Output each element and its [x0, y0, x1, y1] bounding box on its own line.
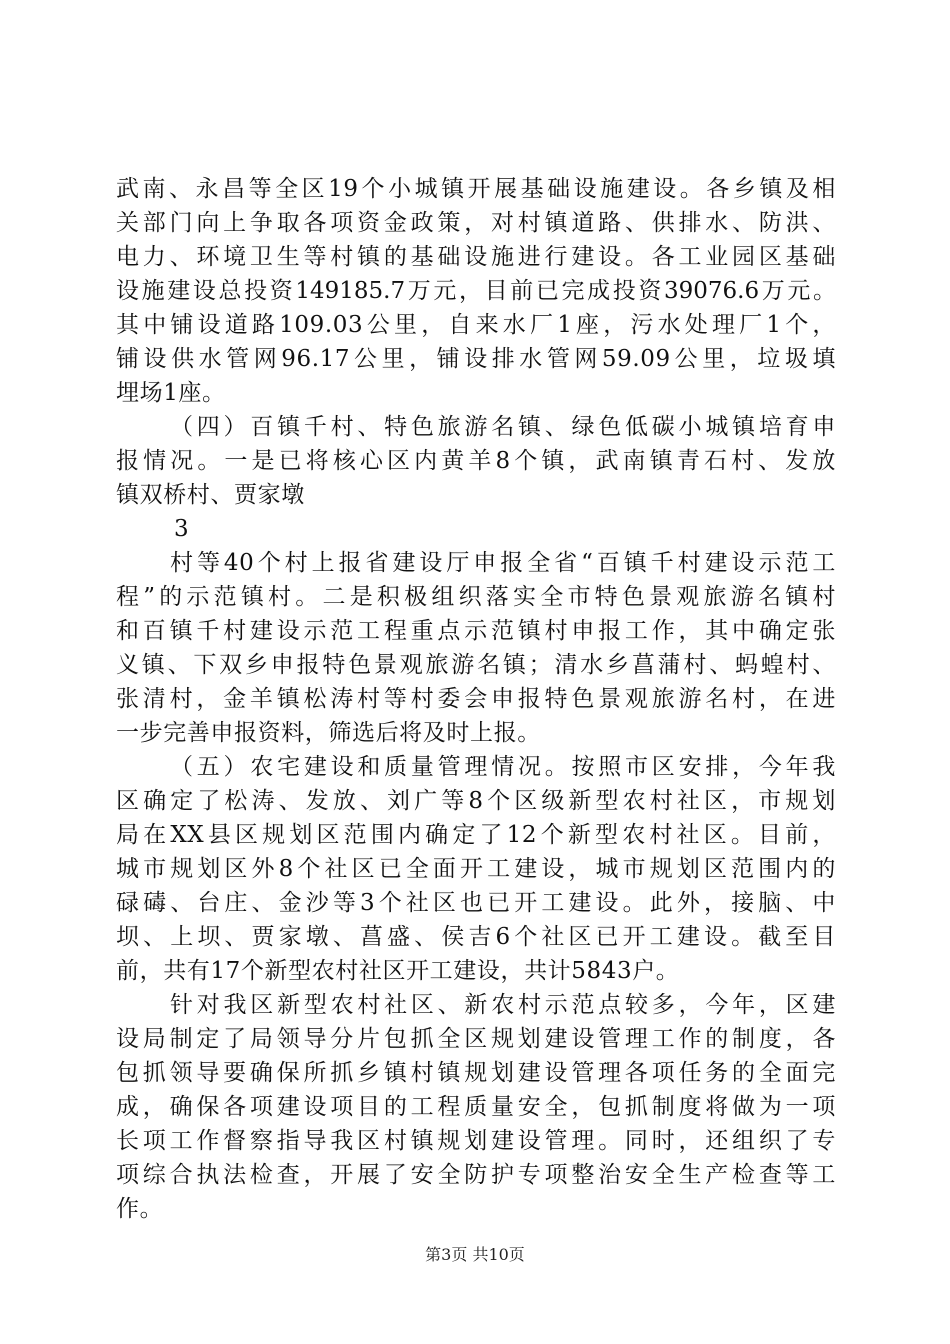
text-line: 设施建设总投资149185.7万元，目前已完成投资39076.6万元。: [116, 278, 836, 304]
text-line: 镇双桥村、贾家墩: [116, 482, 305, 508]
text-line: 坝、上坝、贾家墩、菖盛、侯吉6个社区已开工建设。截至目: [116, 924, 836, 950]
text-line: 前，共有17个新型农村社区开工建设，共计5843户。: [116, 958, 680, 984]
text-line: 长项工作督察指导我区村镇规划建设管理。同时，还组织了专: [116, 1128, 836, 1154]
text-line: 报情况。一是已将核心区内黄羊8个镇，武南镇青石村、发放: [116, 448, 836, 474]
text-line: 埋场1座。: [116, 380, 226, 406]
paragraph-first-line: 针对我区新型农村社区、新农村示范点较多，今年，区建: [170, 992, 836, 1018]
text-line: 成，确保各项建设项目的工程质量安全，包抓制度将做为一项: [116, 1094, 836, 1120]
text-line: 城市规划区外8个社区已全面开工建设，城市规划区范围内的: [116, 856, 836, 882]
text-line: 一步完善申报资料，筛选后将及时上报。: [116, 720, 541, 746]
text-line: 项综合执法检查，开展了安全防护专项整治安全生产检查等工: [116, 1162, 836, 1188]
text-line: 局在XX县区规划区范围内确定了12个新型农村社区。目前，: [116, 822, 836, 848]
text-line: 关部门向上争取各项资金政策，对村镇道路、供排水、防洪、: [116, 210, 836, 236]
page-footer: 第3页 共10页: [425, 1245, 525, 1264]
text-line: 程”的示范镇村。二是积极组织落实全市特色景观旅游名镇村: [116, 584, 836, 610]
text-line: 其中铺设道路109.03公里，自来水厂1座，污水处理厂1个，: [116, 312, 836, 338]
paragraph-first-line: 村等40个村上报省建设厅申报全省“百镇千村建设示范工: [170, 550, 836, 576]
paragraph-first-line: （四）百镇千村、特色旅游名镇、绿色低碳小城镇培育申: [170, 414, 836, 440]
inline-page-number: 3: [174, 516, 190, 542]
text-line: 区确定了松涛、发放、刘广等8个区级新型农村社区，市规划: [116, 788, 836, 814]
text-line: 和百镇千村建设示范工程重点示范镇村申报工作，其中确定张: [116, 618, 836, 644]
text-line: 铺设供水管网96.17公里，铺设排水管网59.09公里，垃圾填: [116, 346, 836, 372]
text-line: 碌碡、台庄、金沙等3个社区也已开工建设。此外，接脑、中: [116, 890, 836, 916]
text-line: 电力、环境卫生等村镇的基础设施进行建设。各工业园区基础: [116, 244, 836, 270]
text-line: 作。: [116, 1196, 164, 1222]
text-line: 包抓领导要确保所抓乡镇村镇规划建设管理各项任务的全面完: [116, 1060, 836, 1086]
text-line: 义镇、下双乡申报特色景观旅游名镇；清水乡菖蒲村、蚂蝗村、: [116, 652, 836, 678]
paragraph-first-line: （五）农宅建设和质量管理情况。按照市区安排，今年我: [170, 754, 836, 780]
text-line: 武南、永昌等全区19个小城镇开展基础设施建设。各乡镇及相: [116, 176, 836, 202]
text-line: 设局制定了局领导分片包抓全区规划建设管理工作的制度，各: [116, 1026, 836, 1052]
text-line: 张清村，金羊镇松涛村等村委会申报特色景观旅游名村，在进: [116, 686, 836, 712]
